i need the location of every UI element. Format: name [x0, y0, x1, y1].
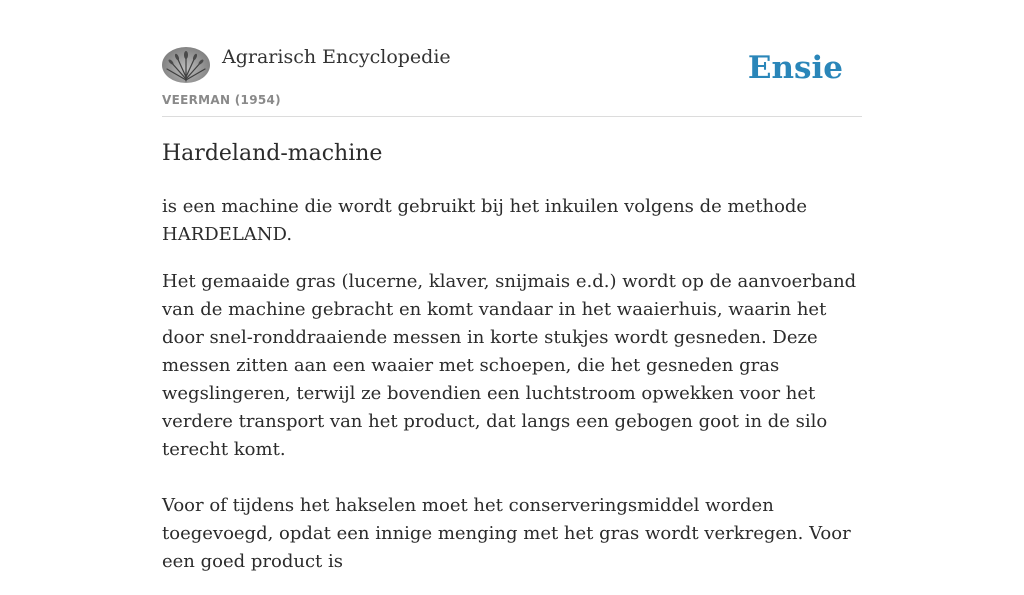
source-author: VEERMAN (1954): [162, 93, 281, 107]
article-title: Hardeland-machine: [162, 141, 383, 166]
brand-logo-link[interactable]: Ensie: [747, 50, 843, 86]
page: [162, 0, 862, 572]
article-paragraph: is een machine die wordt gebruikt bij het inkuilen volgens de methode HARDELAND.: [162, 196, 808, 245]
source-title[interactable]: Agrarisch Encyclopedie: [222, 46, 451, 68]
source-header: [162, 0, 862, 117]
article-paragraph: Voor of tijdens het hakselen moet het conserveringsmiddel worden toegevoegd, opdat een innige menging met het gras wordt verkregen. Voor een goed product is: [162, 495, 851, 572]
wheat-icon[interactable]: [162, 47, 210, 83]
article-paragraph: Het gemaaide gras (lucerne, klaver, snijmais e.d.) wordt op de aanvoerband van de machine gebracht en komt vandaar in het waaierhuis, waarin het door snel-ronddraaiende messen in korte stukjes wordt gesneden. Deze messen zitten aan een waaier met schoepen, die het gesneden gras wegslingeren, terwijl ze bovendien een luchtstroom opwekken voor het verdere transport van het product, dat langs een gebogen goot in de silo terecht komt.: [162, 271, 857, 460]
article-body: [162, 193, 862, 595]
